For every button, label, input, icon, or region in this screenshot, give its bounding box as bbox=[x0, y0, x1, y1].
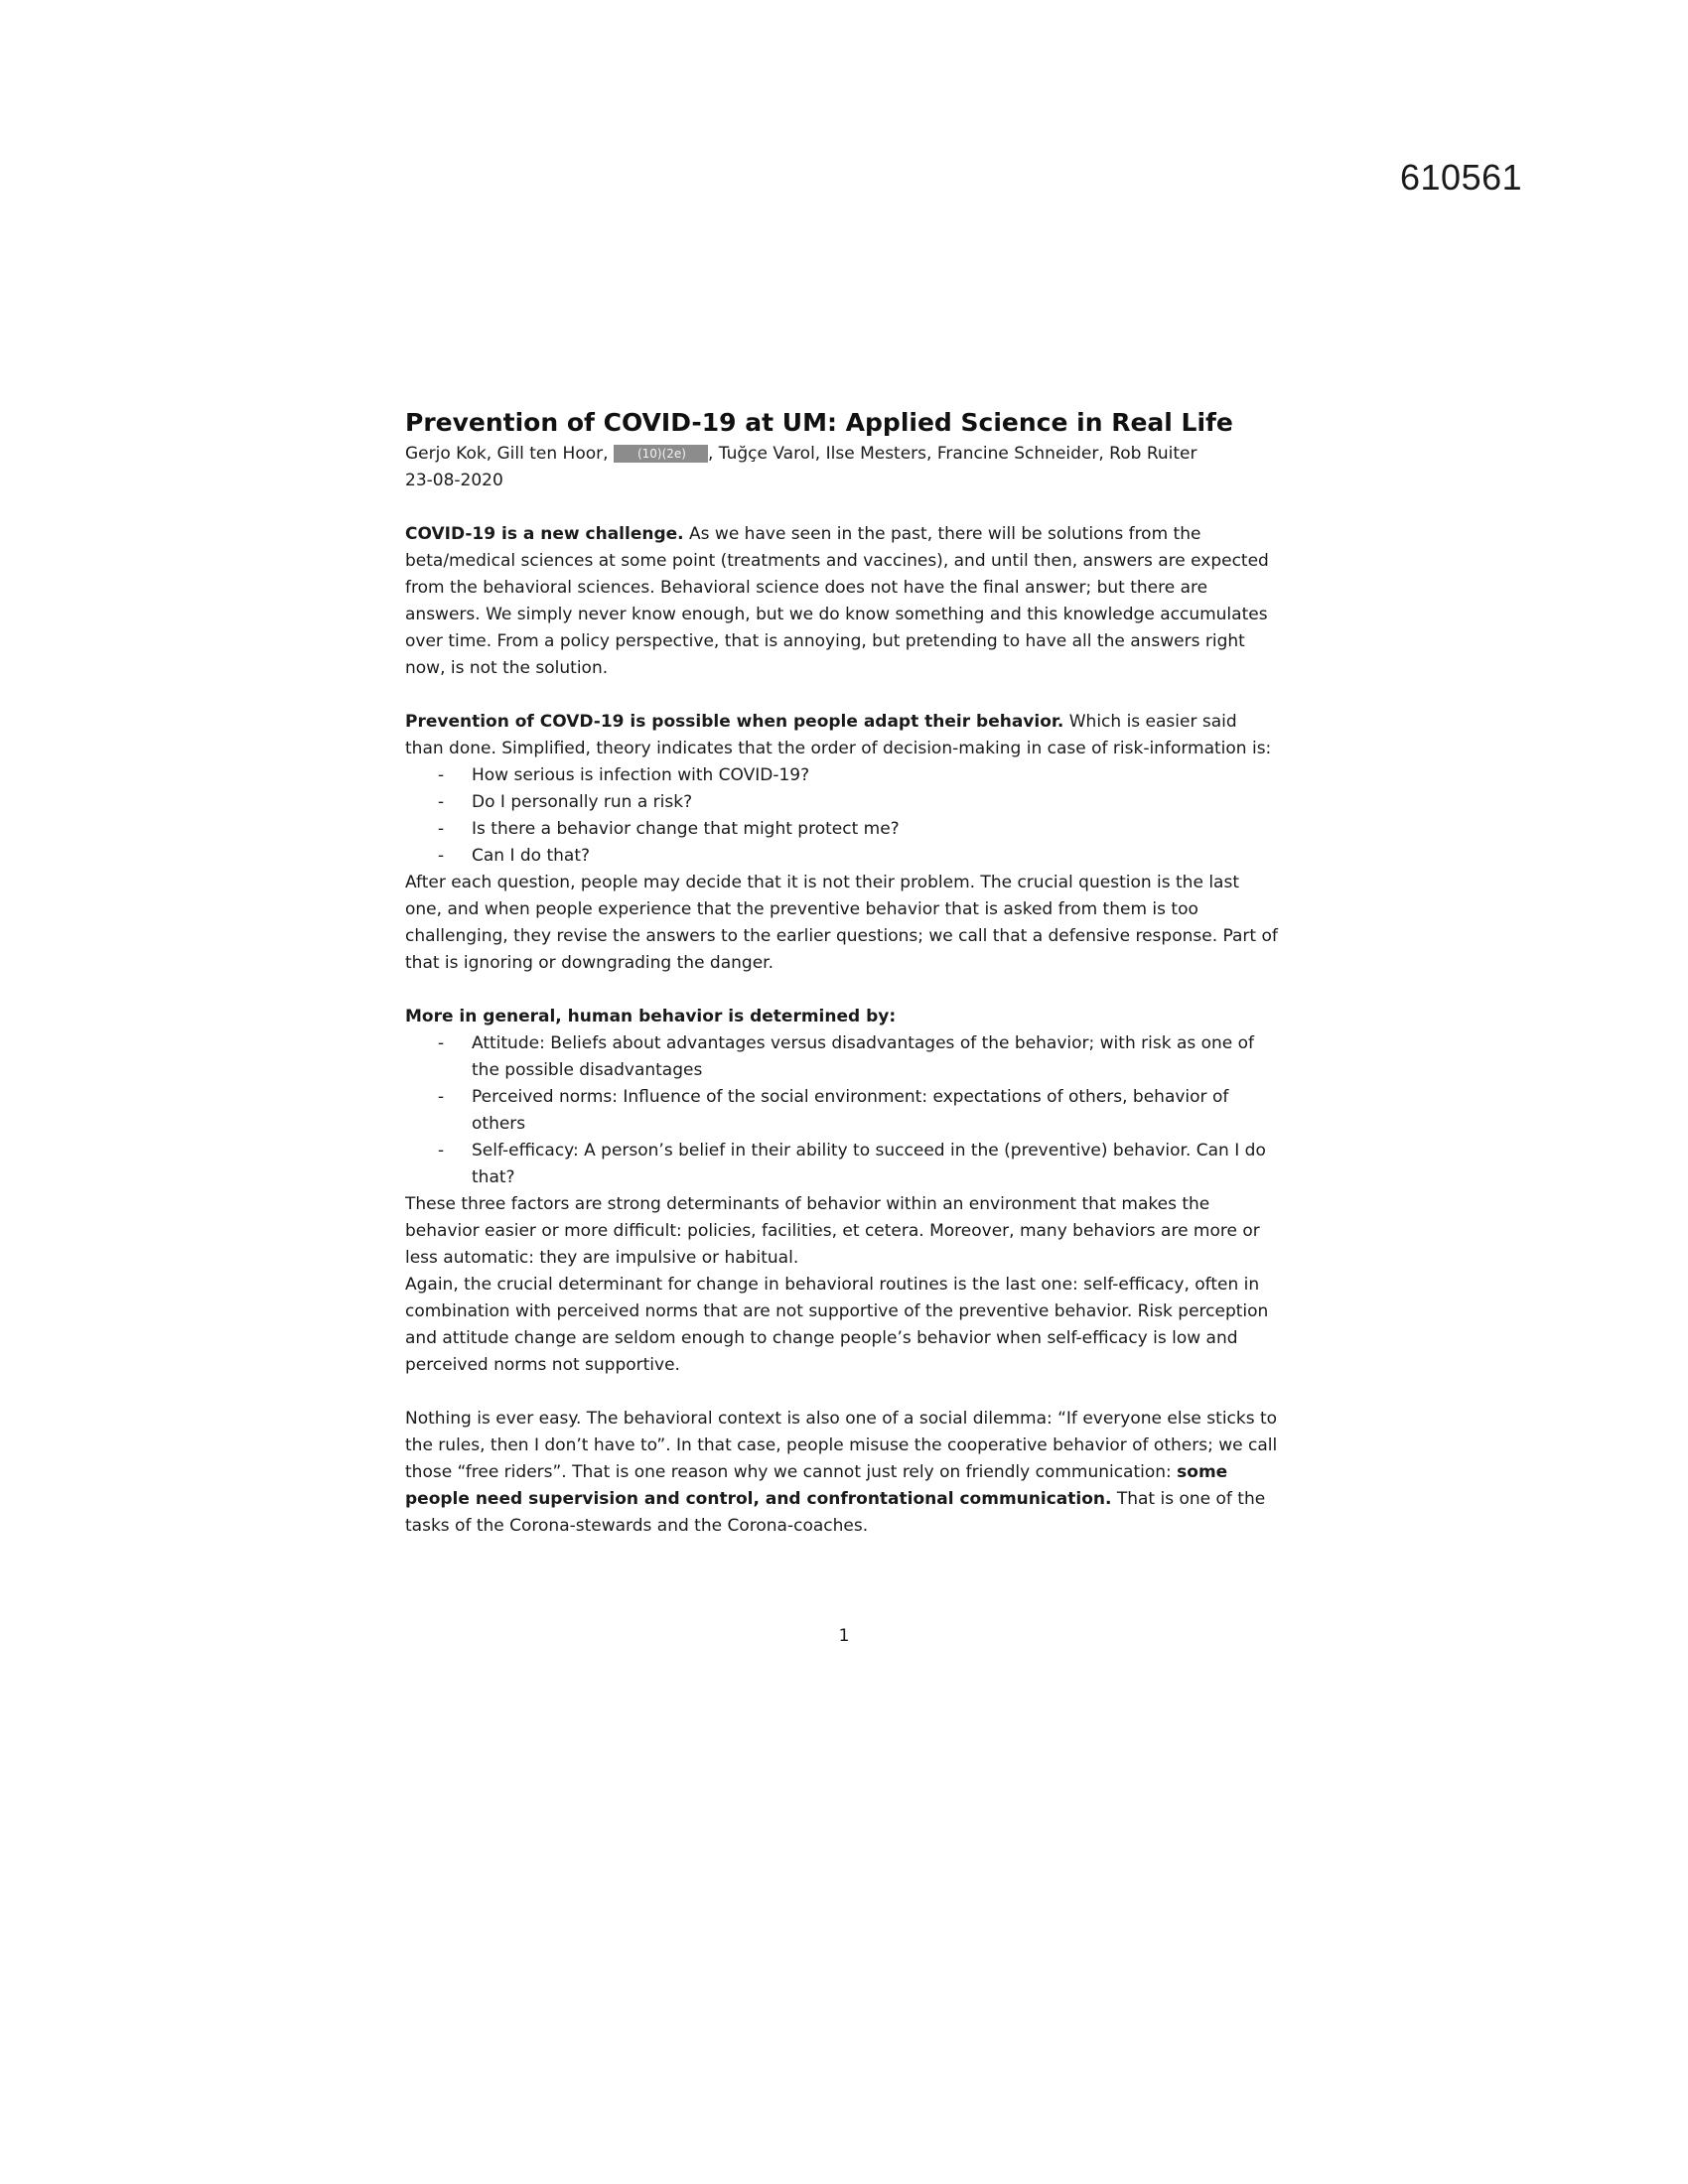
determinants-heading: More in general, human behavior is determined by: bbox=[405, 1007, 897, 1026]
paragraph-three-factors: These three factors are strong determinants of behavior within an environment that makes the behavior easier or more difficult: policies, facilities, et cetera. Moreover, many behaviors are more or less automatic: they are impulsive or habitual. bbox=[405, 1194, 1260, 1268]
list-item-text: Attitude: Beliefs about advantages versus disadvantages of the behavior; with risk as one of the possible disadvantages bbox=[472, 1033, 1255, 1080]
paragraph-social-dilemma bbox=[405, 1406, 1279, 1540]
social-dilemma-text: Nothing is ever easy. The behavioral context is also one of a social dilemma: “If everyone else sticks to the rules, then I don’t have to”. In that case, people misuse the cooperative behavior of others; we call those “free riders”. That is one reason why we cannot just rely on friendly communication: bbox=[405, 1409, 1278, 1482]
list-item-text: Perceived norms: Influence of the social environment: expectations of others, behavior of others bbox=[472, 1087, 1229, 1134]
document-page bbox=[405, 405, 1279, 1540]
paragraph-determinants-heading bbox=[405, 1004, 1279, 1030]
document-id: 610561 bbox=[1400, 157, 1523, 198]
paragraph-prevention-text: Which is easier said than done. Simplified, theory indicates that the order of decision-making in case of risk-information is: bbox=[405, 712, 1272, 758]
paragraph-challenge bbox=[405, 521, 1279, 682]
list-item bbox=[438, 1084, 1279, 1138]
authors-after: , Tuğçe Varol, Ilse Mesters, Francine Schneider, Rob Ruiter bbox=[707, 444, 1197, 464]
paragraph-prevention-lead: Prevention of COVD-19 is possible when people adapt their behavior. bbox=[405, 712, 1064, 732]
author-line bbox=[405, 441, 1279, 468]
list-item-text: Self-efficacy: A person’s belief in their ability to succeed in the (preventive) behavior. Can I do that? bbox=[472, 1141, 1266, 1187]
document-title: Prevention of COVID-19 at UM: Applied Science in Real Life bbox=[405, 408, 1233, 437]
dash-bullet: - bbox=[438, 792, 445, 812]
list-item bbox=[438, 789, 1279, 816]
paragraph-self-efficacy: Again, the crucial determinant for change in behavioral routines is the last one: self-efficacy, often in combination with perceived norms that are not supportive of the preventive behavior. Risk perception and attitude change are seldom enough to change people’s behavior when self-efficacy is low and perceived norms not supportive. bbox=[405, 1275, 1269, 1375]
list-item bbox=[438, 1138, 1279, 1191]
dash-bullet: - bbox=[438, 1141, 445, 1160]
redaction-box: (10)(2e) bbox=[614, 445, 708, 463]
social-dilemma-emphasis: some people need supervision and control, and confrontational communication. bbox=[405, 1462, 1228, 1509]
social-dilemma-text-end: That is one of the tasks of the Corona-stewards and the Corona-coaches. bbox=[405, 1489, 1266, 1536]
list-item bbox=[438, 843, 1279, 870]
decision-questions-list bbox=[405, 762, 1279, 870]
list-item bbox=[438, 1030, 1279, 1084]
list-item bbox=[438, 762, 1279, 789]
paragraph-challenge-lead: COVID-19 is a new challenge. bbox=[405, 524, 684, 544]
paragraph-prevention bbox=[405, 709, 1279, 762]
page-number: 1 bbox=[838, 1626, 850, 1646]
dash-bullet: - bbox=[438, 765, 445, 785]
list-item-text: Do I personally run a risk? bbox=[472, 792, 693, 812]
dash-bullet: - bbox=[438, 1033, 445, 1053]
list-item-text: Is there a behavior change that might protect me? bbox=[472, 819, 900, 839]
dash-bullet: - bbox=[438, 846, 445, 866]
dash-bullet: - bbox=[438, 1087, 445, 1107]
dash-bullet: - bbox=[438, 819, 445, 839]
document-date: 23-08-2020 bbox=[405, 471, 503, 490]
paragraph-defensive-response: After each question, people may decide that it is not their problem. The crucial question is the last one, and when people experience that the preventive behavior that is asked from them is too challenging, they revise the answers to the earlier questions; we call that a defensive response. Part of that is ignoring or downgrading the danger. bbox=[405, 873, 1278, 973]
authors-before: Gerjo Kok, Gill ten Hoor, bbox=[405, 444, 614, 464]
list-item bbox=[438, 816, 1279, 843]
determinants-list bbox=[405, 1030, 1279, 1191]
paragraph-challenge-text: As we have seen in the past, there will be solutions from the beta/medical sciences at some point (treatments and vaccines), and until then, answers are expected from the behavioral sciences. Behavioral science does not have the final answer; but there are answers. We simply never know enough, but we do know something and this knowledge accumulates over time. From a policy perspective, that is annoying, but pretending to have all the answers right now, is not the solution. bbox=[405, 524, 1269, 678]
list-item-text: Can I do that? bbox=[472, 846, 591, 866]
list-item-text: How serious is infection with COVID-19? bbox=[472, 765, 810, 785]
